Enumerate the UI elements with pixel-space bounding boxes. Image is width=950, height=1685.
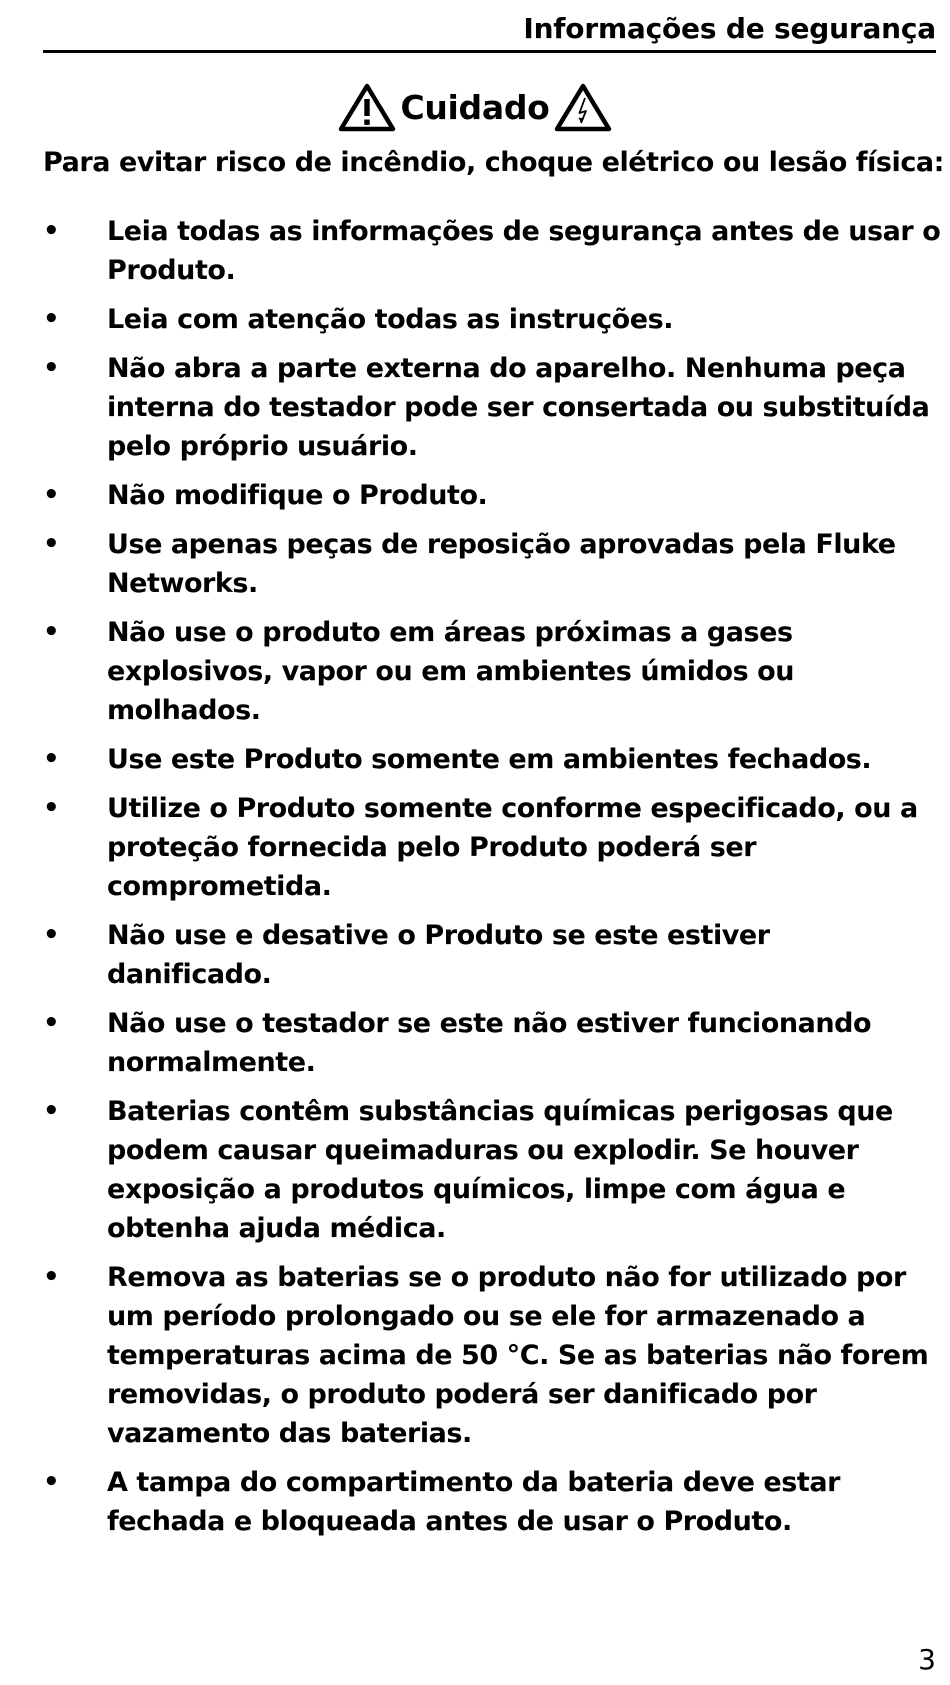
list-item-text: Remova as baterias se o produto não for utilizado por um período prolongado ou se ele for armazenado a temperaturas acima de 50 °C. Se as baterias não forem removidas, o produto poderá ser danificado por vazamento das baterias. [107,1262,929,1449]
list-item-text: Não use e desative o Produto se este estiver danificado. [107,920,770,990]
warning-icon [338,82,396,132]
safety-list [43,212,943,1551]
bullet-marker: • [43,480,60,510]
bullet-marker: • [43,793,60,823]
list-item [43,789,943,906]
list-item [43,1258,943,1453]
page-number: 3 [918,1643,936,1676]
list-item-text: Utilize o Produto somente conforme especificado, ou a proteção fornecida pelo Produto poderá ser comprometida. [107,793,918,902]
section-title: Informações de segurança [523,12,936,45]
list-item-text: Não use o produto em áreas próximas a gases explosivos, vapor ou em ambientes úmidos ou molhados. [107,617,795,726]
bullet-marker: • [43,1262,60,1292]
bullet-marker: • [43,617,60,647]
caution-heading [0,82,950,132]
bullet-marker: • [43,744,60,774]
bullet-marker: • [43,353,60,383]
bullet-marker: • [43,920,60,950]
list-item-text: Baterias contêm substâncias químicas perigosas que podem causar queimaduras ou explodir. Se houver exposição a produtos químicos, limpe com água e obtenha ajuda médica. [107,1096,893,1244]
list-item-text: Leia todas as informações de segurança antes de usar o Produto. [107,216,941,286]
list-item [43,1004,943,1082]
list-item-text: A tampa do compartimento da bateria deve estar fechada e bloqueada antes de usar o Produto. [107,1467,840,1537]
list-item-text: Não abra a parte externa do aparelho. Nenhuma peça interna do testador pode ser consertada ou substituída pelo próprio usuário. [107,353,930,462]
list-item [43,300,943,339]
list-item-text: Não use o testador se este não estiver funcionando normalmente. [107,1008,872,1078]
list-item-text: Use este Produto somente em ambientes fechados. [107,744,872,775]
list-item [43,613,943,730]
list-item [43,916,943,994]
bullet-marker: • [43,1467,60,1497]
electrical-hazard-icon [554,82,612,132]
list-item [43,740,943,779]
caution-label: Cuidado [400,87,550,127]
bullet-marker: • [43,216,60,246]
list-item [43,212,943,290]
bullet-marker: • [43,529,60,559]
intro-text: Para evitar risco de incêndio, choque elétrico ou lesão física: [43,147,944,178]
bullet-marker: • [43,1096,60,1126]
list-item [43,525,943,603]
list-item [43,1092,943,1248]
list-item-text: Não modifique o Produto. [107,480,488,511]
list-item-text: Use apenas peças de reposição aprovadas pela Fluke Networks. [107,529,896,599]
list-item [43,1463,943,1541]
list-item [43,476,943,515]
list-item-text: Leia com atenção todas as instruções. [107,304,674,335]
bullet-marker: • [43,304,60,334]
list-item [43,349,943,466]
page-header [43,0,936,53]
bullet-marker: • [43,1008,60,1038]
